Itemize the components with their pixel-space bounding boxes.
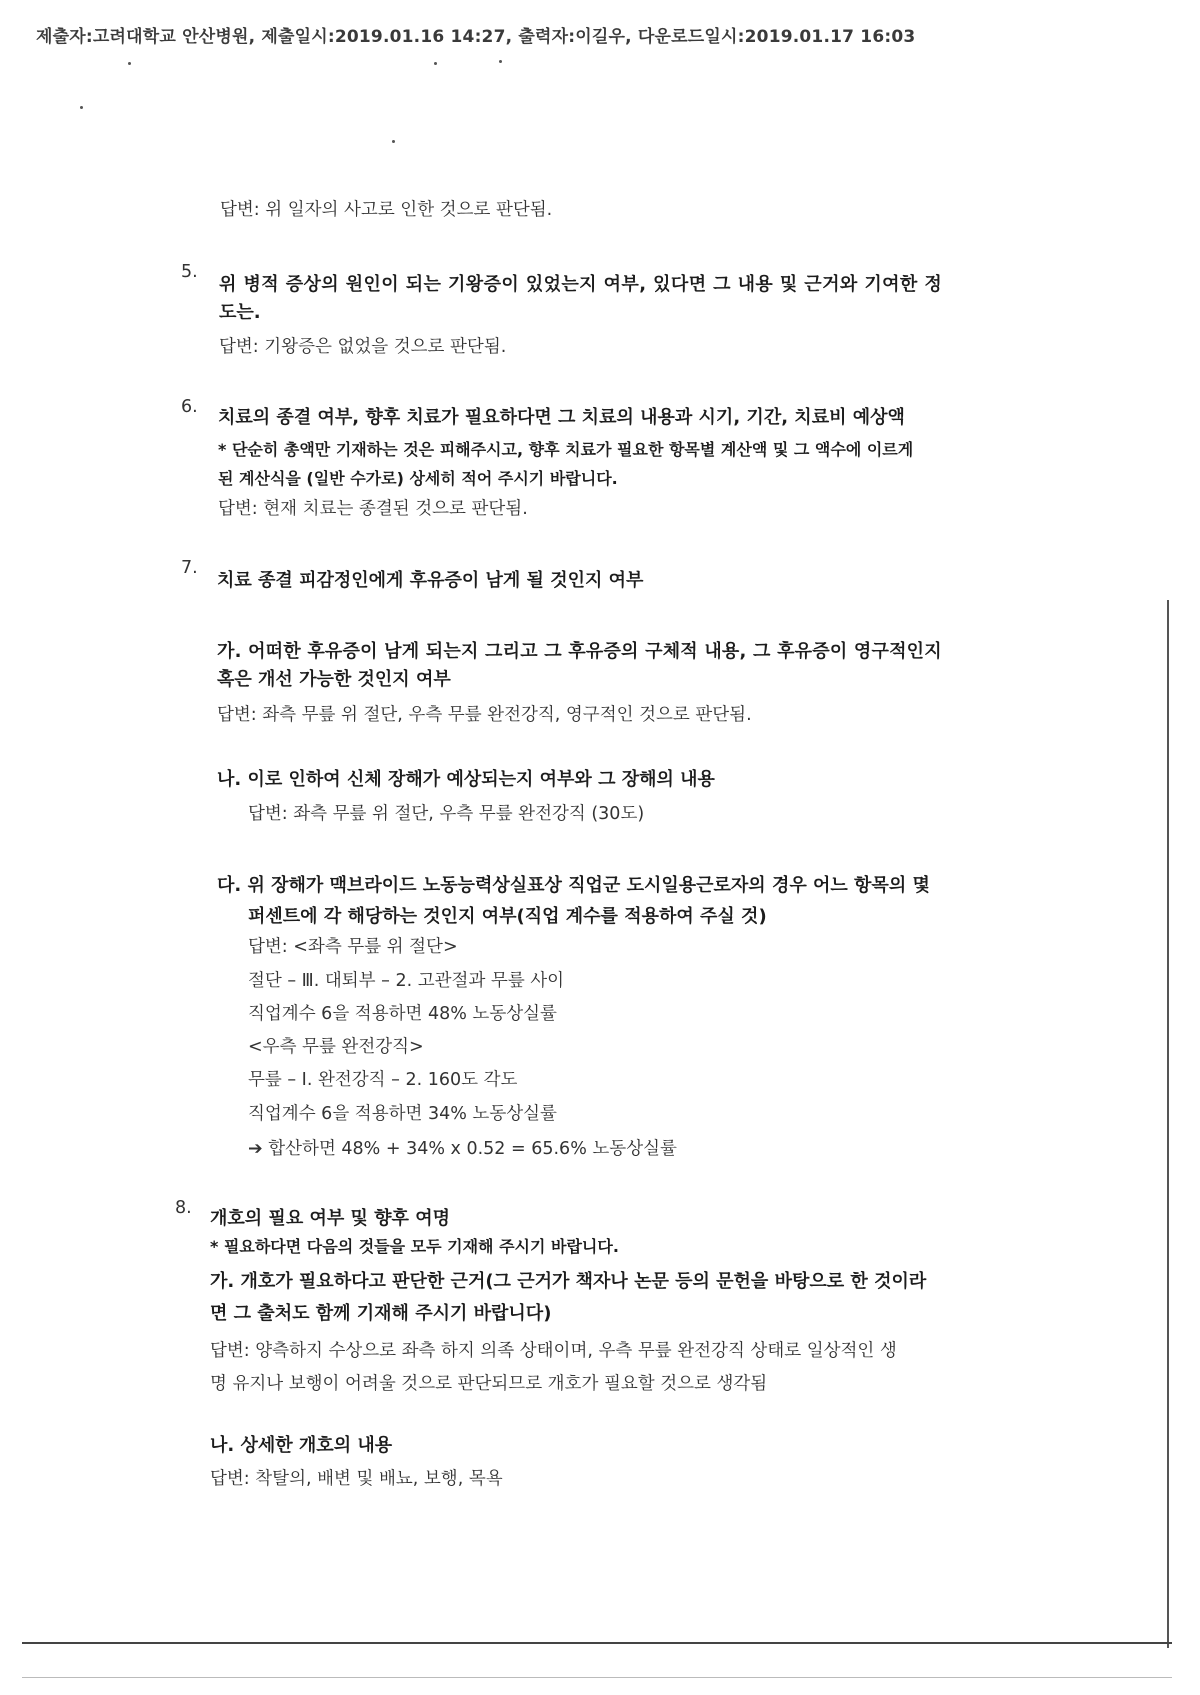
scan-speck: [128, 62, 131, 65]
item7-da-answer-line: 직업계수 6을 적용하면 34% 노동상실률: [248, 1104, 557, 1124]
item8-ga-answer-line1: 답변: 양측하지 수상으로 좌측 하지 의족 상태이며, 우측 무릎 완전강직 상태로 일상적인 생: [210, 1341, 897, 1361]
scan-speck: [434, 62, 437, 65]
item7-number: 7.: [181, 558, 198, 578]
item6-question: 치료의 종결 여부, 향후 치료가 필요하다면 그 치료의 내용과 시기, 기간, 치료비 예상액: [218, 407, 905, 428]
scan-speck: [499, 60, 502, 63]
item7-na-question: 나. 이로 인하여 신체 장해가 예상되는지 여부와 그 장해의 내용: [217, 769, 715, 790]
item7-da-question-line2: 퍼센트에 각 해당하는 것인지 여부(직업 계수를 적용하여 주실 것): [248, 906, 767, 927]
item8-na-question: 나. 상세한 개호의 내용: [210, 1435, 393, 1456]
page-right-border: [1167, 600, 1169, 1648]
item7-da-answer-line: <우측 무릎 완전강직>: [248, 1037, 424, 1057]
item7-ga-answer: 답변: 좌측 무릎 위 절단, 우측 무릎 완전강직, 영구적인 것으로 판단됨.: [217, 705, 752, 725]
item7-da-answer-line: 절단 – Ⅲ. 대퇴부 – 2. 고관절과 무릎 사이: [248, 971, 565, 991]
item5-question-line1: 위 병적 증상의 원인이 되는 기왕증이 있었는지 여부, 있다면 그 내용 및 근거와 기여한 정: [219, 274, 943, 295]
page-bottom-border: [22, 1642, 1172, 1644]
item6-answer: 답변: 현재 치료는 종결된 것으로 판단됨.: [218, 499, 528, 519]
item7-da-answer-line: 답변: <좌측 무릎 위 절단>: [248, 937, 458, 957]
item5-number: 5.: [181, 262, 198, 282]
item5-answer: 답변: 기왕증은 없었을 것으로 판단됨.: [219, 337, 507, 357]
item7-da-question-line1: 다. 위 장해가 맥브라이드 노동능력상실표상 직업군 도시일용근로자의 경우 어느 항목의 몇: [217, 875, 930, 896]
item8-ga-question-line1: 가. 개호가 필요하다고 판단한 근거(그 근거가 책자나 논문 등의 문헌을 바탕으로 한 것이라: [210, 1271, 927, 1292]
item7-da-answer-line: 직업계수 6을 적용하면 48% 노동상실률: [248, 1004, 557, 1024]
scan-speck: [80, 106, 83, 109]
document-header-stamp: 제출자:고려대학교 안산병원, 제출일시:2019.01.16 14:27, 출력자:이길우, 다운로드일시:2019.01.17 16:03: [36, 27, 916, 47]
item5-question-line2: 도는.: [219, 302, 261, 323]
page-bottom-faint-line: [22, 1677, 1172, 1678]
item7-da-answer-line: ➔ 합산하면 48% + 34% x 0.52 = 65.6% 노동상실률: [248, 1139, 677, 1159]
item8-na-answer: 답변: 착탈의, 배변 및 배뇨, 보행, 목욕: [210, 1469, 503, 1489]
item7-ga-question-line2: 혹은 개선 가능한 것인지 여부: [217, 669, 451, 690]
item7-da-answer-line: 무릎 – Ⅰ. 완전강직 – 2. 160도 각도: [248, 1070, 518, 1090]
item8-note: * 필요하다면 다음의 것들을 모두 기재해 주시기 바랍니다.: [210, 1237, 619, 1256]
item8-ga-question-line2: 면 그 출처도 함께 기재해 주시기 바랍니다): [210, 1303, 552, 1324]
item8-question: 개호의 필요 여부 및 향후 여명: [210, 1208, 450, 1229]
item6-number: 6.: [181, 397, 198, 417]
item7-na-answer: 답변: 좌측 무릎 위 절단, 우측 무릎 완전강직 (30도): [248, 804, 645, 824]
item8-number: 8.: [175, 1198, 192, 1218]
item7-ga-question-line1: 가. 어떠한 후유증이 남게 되는지 그리고 그 후유증의 구체적 내용, 그 후유증이 영구적인지: [217, 641, 942, 662]
scan-speck: [392, 140, 395, 143]
item6-note-line2: 된 계산식을 (일반 수가로) 상세히 적어 주시기 바랍니다.: [218, 469, 618, 488]
item7-question: 치료 종결 피감정인에게 후유증이 남게 될 것인지 여부: [217, 570, 644, 591]
item6-note-line1: * 단순히 총액만 기재하는 것은 피해주시고, 향후 치료가 필요한 항목별 계산액 및 그 액수에 이르게: [218, 440, 914, 459]
item8-ga-answer-line2: 명 유지나 보행이 어려울 것으로 판단되므로 개호가 필요할 것으로 생각됨: [210, 1374, 768, 1394]
item4-answer: 답변: 위 일자의 사고로 인한 것으로 판단됨.: [220, 200, 553, 220]
